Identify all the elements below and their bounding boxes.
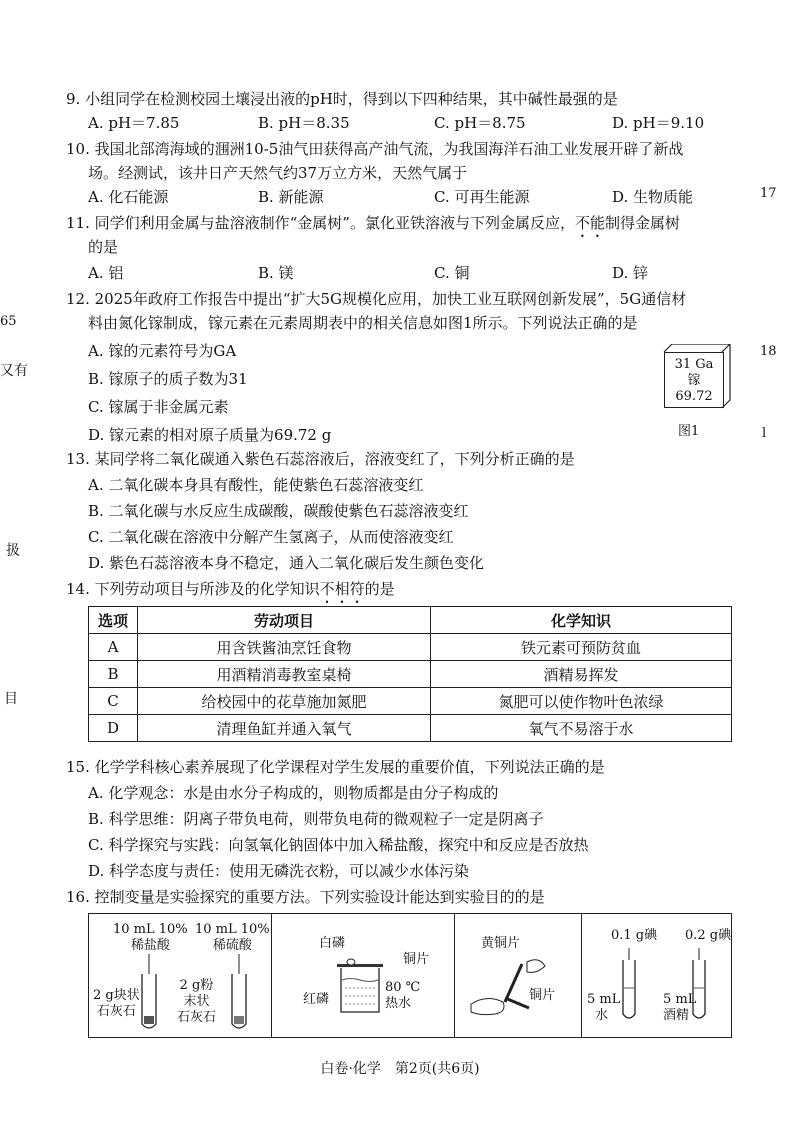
question-stem: 我国北部湾海域的涠洲10-5油气田获得高产油气流，为我国海洋石油工业发展开辟了新战	[94, 140, 684, 158]
option-d: D. 紫色石蕊溶液本身不稳定，通入二氧化碳后发生颜色变化	[88, 554, 485, 572]
question-stem: 的是	[364, 580, 395, 598]
option-a: A. 化石能源	[88, 188, 169, 206]
question-10	[66, 138, 683, 160]
element-card	[664, 352, 724, 408]
atomic-number: 31	[674, 357, 692, 372]
table-cell: 铁元素可预防贫血	[431, 634, 732, 661]
option-a: A. 铝	[88, 264, 124, 282]
option-b: B. 新能源	[258, 188, 324, 206]
solid-1-label	[93, 988, 140, 1020]
atomic-mass: 69.72	[675, 389, 713, 404]
panel-divider	[454, 914, 455, 1037]
beaker-icon	[335, 958, 385, 1016]
label-line: 石灰石	[177, 1010, 217, 1025]
option-a: A. 镓的元素符号为GA	[88, 342, 237, 360]
question-13	[66, 448, 575, 470]
label-line: 石灰石	[96, 1004, 136, 1019]
option-b: B. pH＝8.35	[258, 114, 350, 132]
margin-fragment: l	[762, 426, 767, 441]
alcohol-volume-label: 5 mL	[663, 992, 697, 1007]
label-line: 2 g块状	[93, 988, 140, 1003]
option-a: A. pH＝7.85	[88, 114, 180, 132]
question-9	[66, 88, 618, 110]
acid-2-label	[195, 922, 270, 954]
margin-fragment: 18	[760, 344, 777, 359]
label-line: 末状	[183, 994, 210, 1009]
copper-label: 铜片	[529, 988, 556, 1003]
option-c: C. 二氧化碳在溶液中分解产生氢离子，从而使溶液变红	[88, 528, 454, 546]
question-stem: 某同学将二氧化碳通入紫色石蕊溶液后，溶液变红了，下列分析正确的是	[94, 450, 575, 468]
table-header-row	[89, 607, 732, 634]
label-line: 稀盐酸	[130, 938, 170, 953]
table-cell: 用含铁酱油烹饪食物	[138, 634, 431, 661]
element-name: 镓	[687, 373, 701, 388]
question-number: 14.	[66, 580, 90, 598]
water-volume-label: 5 mL	[587, 992, 621, 1007]
emphasis-text: 不能	[574, 214, 605, 232]
question-stem: 2025年政府工作报告中提出“扩大5G规模化应用，加快工业互联网创新发展”，5G通信材	[94, 290, 687, 308]
question-number: 10.	[66, 140, 90, 158]
emphasis-text: 不相符	[319, 580, 365, 598]
alcohol-label: 酒精	[663, 1008, 690, 1023]
question-stem-cont: 场。经测试，该井日产天然气约37万立方米，天然气属于	[88, 164, 468, 182]
option-c: C. 可再生能源	[434, 188, 530, 206]
question-stem: 小组同学在检测校园土壤浸出液的pH时，得到以下四种结果，其中碱性最强的是	[85, 90, 618, 108]
table-cell: A	[89, 634, 138, 661]
label-line: 2 g粉	[179, 978, 214, 993]
question-stem: 化学学科核心素养展现了化学课程对学生发展的重要价值，下列说法正确的是	[94, 758, 605, 776]
table-header: 选项	[89, 607, 138, 634]
table-header: 化学知识	[431, 607, 732, 634]
table-row	[89, 634, 732, 661]
figure-caption: 图1	[678, 424, 700, 439]
table-cell: C	[89, 688, 138, 715]
option-c: C. 铜	[434, 264, 470, 282]
temperature-label: 80 ℃	[385, 980, 421, 995]
option-d: D. 锌	[612, 264, 649, 282]
hot-water-label: 热水	[385, 996, 412, 1011]
option-c: C. 科学探究与实践：向氢氧化钠固体中加入稀盐酸，探究中和反应是否放热	[88, 836, 589, 854]
question-stem-cont: 的是	[88, 238, 119, 256]
experiment-panels	[88, 913, 732, 1038]
question-stem: 同学们利用金属与盐溶液制作“金属树”。氯化亚铁溶液与下列金属反应，	[94, 214, 575, 232]
test-tubes-icon	[139, 954, 249, 1034]
page-footer: 白卷·化学 第2页(共6页)	[320, 1061, 480, 1077]
option-d: D. 生物质能	[612, 188, 694, 206]
question-14	[66, 578, 395, 607]
acid-1-label	[113, 922, 188, 954]
table-cell: D	[89, 715, 138, 742]
element-symbol: Ga	[695, 357, 714, 372]
table-cell: 给校园中的花草施加氮肥	[138, 688, 431, 715]
question-number: 11.	[66, 214, 90, 232]
question-15	[66, 756, 605, 778]
table-cell: B	[89, 661, 138, 688]
question-number: 15.	[66, 758, 90, 776]
table-row	[89, 688, 732, 715]
table-cell: 清理鱼缸并通入氧气	[138, 715, 431, 742]
question-11	[66, 212, 680, 241]
panel-divider	[271, 914, 272, 1037]
hands-scratching-icon	[467, 954, 567, 1024]
question-16	[66, 886, 545, 908]
option-c: C. pH＝8.75	[434, 114, 526, 132]
question-stem: 制得金属树	[605, 214, 681, 232]
red-phosphorus-label: 红磷	[303, 992, 330, 1007]
option-b: B. 科学思维：阴离子带负电荷，则带负电荷的微观粒子一定是阴离子	[88, 810, 544, 828]
option-a: A. 化学观念：水是由水分子构成的，则物质都是由分子构成的	[88, 784, 499, 802]
table-cell: 酒精易挥发	[431, 661, 732, 688]
option-b: B. 二氧化碳与水反应生成碳酸，碳酸使紫色石蕊溶液变红	[88, 502, 469, 520]
question-stem: 下列劳动项目与所涉及的化学知识	[94, 580, 320, 598]
water-label: 水	[595, 1008, 609, 1023]
option-c: C. 镓属于非金属元素	[88, 398, 229, 416]
table-cell: 氮肥可以使作物叶色浓绿	[431, 688, 732, 715]
option-d: D. 科学态度与责任：使用无磷洗衣粉，可以减少水体污染	[88, 862, 470, 880]
margin-fragment: 又有	[0, 363, 28, 379]
margin-fragment: 17	[760, 186, 777, 201]
knowledge-table	[88, 606, 732, 742]
brass-label: 黄铜片	[481, 936, 521, 951]
iodine-1-label: 0.1 g碘	[611, 928, 658, 943]
copper-sheet-label: 铜片	[403, 952, 430, 967]
option-b: B. 镁	[258, 264, 294, 282]
option-d: D. 镓元素的相对原子质量为69.72 g	[88, 426, 332, 444]
question-number: 9.	[66, 90, 81, 108]
question-number: 16.	[66, 888, 90, 906]
margin-fragment: 扱	[6, 543, 20, 559]
question-stem-cont: 料由氮化镓制成，镓元素在元素周期表中的相关信息如图1所示。下列说法正确的是	[88, 314, 638, 332]
label-line: 稀硫酸	[212, 938, 252, 953]
table-cell: 氧气不易溶于水	[431, 715, 732, 742]
question-stem: 控制变量是实验探究的重要方法。下列实验设计能达到实验目的的是	[94, 888, 545, 906]
table-cell: 用酒精消毒教室桌椅	[138, 661, 431, 688]
option-b: B. 镓原子的质子数为31	[88, 370, 248, 388]
margin-fragment: 目	[4, 691, 18, 707]
table-row	[89, 661, 732, 688]
question-number: 13.	[66, 450, 90, 468]
white-phosphorus-label: 白磷	[319, 936, 346, 951]
table-row	[89, 715, 732, 742]
question-number: 12.	[66, 290, 90, 308]
table-header: 劳动项目	[138, 607, 431, 634]
label-line: 10 mL 10%	[113, 922, 188, 937]
option-a: A. 二氧化碳本身具有酸性，能使紫色石蕊溶液变红	[88, 476, 424, 494]
label-line: 10 mL 10%	[195, 922, 270, 937]
panel-divider	[581, 914, 582, 1037]
margin-fragment: 65	[0, 314, 17, 329]
iodine-2-label: 0.2 g碘	[685, 928, 732, 943]
question-12	[66, 288, 686, 310]
test-tubes-icon	[619, 948, 719, 1028]
option-d: D. pH＝9.10	[612, 114, 705, 132]
